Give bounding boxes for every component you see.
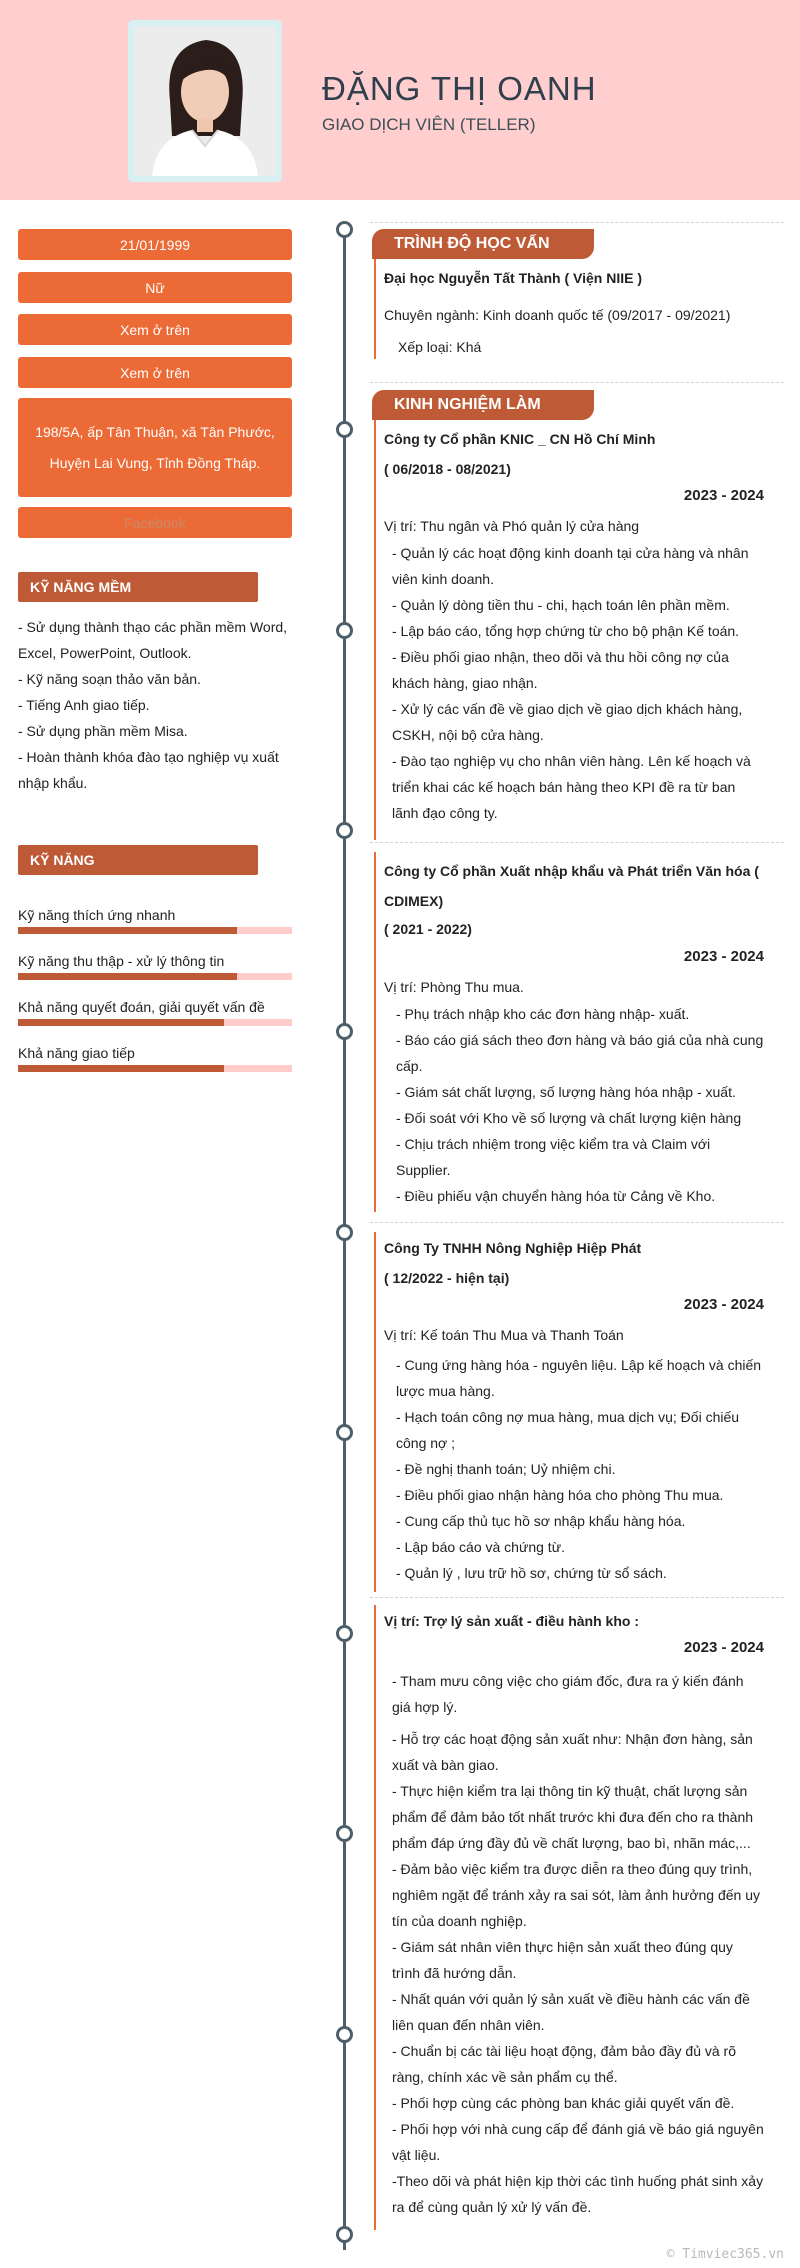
list-item: - Điều phiếu vận chuyển hàng hóa từ Cảng về Kho. — [396, 1188, 716, 1204]
job-tasks — [396, 1001, 764, 1209]
list-item: -Theo dõi và phát hiện kịp thời các tình huống phát sinh xảy ra để cùng quản lý xử lý vấn đề. — [392, 2173, 764, 2215]
candidate-title: GIAO DỊCH VIÊN (TELLER) — [322, 115, 536, 134]
timeline-dot — [336, 1224, 353, 1241]
list-item: - Cung cấp thủ tục hồ sơ nhập khẩu hàng hóa. — [396, 1513, 686, 1529]
list-item: - Chuẩn bị các tài liệu hoạt động, đảm bảo đầy đủ và rõ ràng, chính xác về sản phẩm cụ thể. — [392, 2043, 736, 2085]
list-item: - Giám sát nhân viên thực hiện sản xuất theo đúng quy trình đã hướng dẫn. — [392, 1939, 733, 1981]
list-item: - Sử dụng phần mềm Misa. — [18, 723, 188, 739]
section-divider — [370, 1597, 784, 1598]
job-year: 2023 - 2024 — [683, 487, 764, 504]
person-silhouette-icon — [134, 26, 276, 176]
education-major: Chuyên ngành: Kinh doanh quốc tế (09/2017 - 09/2021) — [384, 307, 731, 323]
timeline-dot — [336, 2226, 353, 2243]
section-divider — [370, 382, 784, 383]
timeline-dot — [336, 221, 353, 238]
list-item: - Tham mưu công việc cho giám đốc, đưa ra ý kiến đánh giá hợp lý. — [392, 1673, 744, 1715]
list-item: - Quản lý , lưu trữ hồ sơ, chứng từ sổ sách. — [396, 1565, 667, 1581]
list-item: - Đề nghị thanh toán; Uỷ nhiệm chi. — [396, 1461, 616, 1477]
address-field: 198/5A, ấp Tân Thuận, xã Tân Phước, Huyện Lai Vung, Tỉnh Đồng Tháp. — [18, 398, 292, 497]
list-item: - Đối soát với Kho về số lượng và chất lượng kiện hàng — [396, 1110, 742, 1126]
job-tasks — [396, 1352, 764, 1586]
education-school: Đại học Nguyễn Tất Thành ( Viện NIIE ) — [384, 270, 642, 286]
section-accent-bar — [374, 1605, 376, 2230]
profile-photo-frame — [128, 20, 282, 182]
section-accent-bar — [374, 852, 376, 1212]
job-year: 2023 - 2024 — [683, 948, 764, 965]
facebook-label: Facebook — [124, 514, 186, 531]
job-year: 2023 - 2024 — [683, 1296, 764, 1313]
birthdate-field: 21/01/1999 — [18, 229, 292, 260]
list-item: - Phối hợp cùng các phòng ban khác giải quyết vấn đề. — [392, 2095, 735, 2111]
candidate-name: ĐẶNG THỊ OANH — [322, 70, 597, 107]
skill-name: Khả năng giao tiếp — [18, 1045, 135, 1061]
phone-field: Xem ở trên — [18, 314, 292, 345]
job-tasks — [392, 540, 764, 826]
list-item: - Báo cáo giá sách theo đơn hàng và báo giá của nhà cung cấp. — [396, 1032, 764, 1074]
job-period: ( 2021 - 2022) — [384, 921, 472, 937]
timeline-dot — [336, 1625, 353, 1642]
skill-bar — [18, 927, 292, 934]
list-item: - Hỗ trợ các hoạt động sản xuất như: Nhận đơn hàng, sản xuất và bàn giao. — [392, 1731, 753, 1773]
email-field: Xem ở trên — [18, 357, 292, 388]
section-divider — [370, 1222, 784, 1223]
list-item: - Xử lý các vấn đề về giao dịch về giao dịch khách hàng, CSKH, nội bộ cửa hàng. — [392, 701, 743, 743]
skill-bar — [18, 1019, 292, 1026]
timeline-dot — [336, 421, 353, 438]
list-item: - Tiếng Anh giao tiếp. — [18, 697, 150, 713]
job-company: Công ty Cổ phần Xuất nhập khẩu và Phát triển Văn hóa ( CDIMEX) — [384, 863, 759, 909]
list-item: - Quản lý dòng tiền thu - chi, hạch toán lên phần mềm. — [392, 597, 730, 613]
soft-skills-heading: KỸ NĂNG MỀM — [18, 572, 258, 602]
list-item: - Sử dụng thành thạo các phần mềm Word, Excel, PowerPoint, Outlook. — [18, 619, 288, 661]
section-divider — [370, 842, 784, 843]
timeline-dot — [336, 1023, 353, 1040]
list-item: - Cung ứng hàng hóa - nguyên liệu. Lập kế hoạch và chiến lược mua hàng. — [396, 1357, 762, 1399]
list-item: - Giám sát chất lượng, số lượng hàng hóa nhập - xuất. — [396, 1084, 736, 1100]
job-position: Vị trí: Thu ngân và Phó quản lý cửa hàng — [384, 518, 640, 534]
timeline-dot — [336, 1825, 353, 1842]
skill-name: Kỹ năng thu thập - xử lý thông tin — [18, 953, 225, 969]
skill-bar — [18, 973, 292, 980]
list-item: - Nhất quán với quản lý sản xuất về điều hành các vấn đề liên quan đến nhân viên. — [392, 1991, 750, 2033]
education-heading: TRÌNH ĐỘ HỌC VẤN — [372, 229, 594, 259]
list-item: - Phối hợp với nhà cung cấp để đánh giá về báo giá nguyên vật liệu. — [392, 2121, 764, 2163]
timeline-dot — [336, 1424, 353, 1441]
job-company: Công Ty TNHH Nông Nghiệp Hiệp Phát — [384, 1240, 642, 1256]
gender-field: Nữ — [18, 272, 292, 303]
job-year: 2023 - 2024 — [683, 1639, 764, 1656]
section-divider — [370, 222, 784, 223]
section-accent-bar — [374, 1232, 376, 1592]
skill-bar-fill — [18, 1019, 224, 1026]
job-company: Công ty Cổ phần KNIC _ CN Hồ Chí Minh — [384, 431, 656, 447]
list-item: - Đảm bảo việc kiểm tra được diễn ra theo đúng quy trình, nghiêm ngặt để tránh xảy ra sai sót, làm ảnh hưởng đến uy tín của doanh nghiệp. — [392, 1861, 760, 1929]
footer-watermark: © Timviec365.vn — [666, 2247, 784, 2262]
facebook-link[interactable] — [18, 507, 292, 538]
timeline-dot — [336, 822, 353, 839]
skill-name: Kỹ năng thích ứng nhanh — [18, 907, 176, 923]
skill-name: Khả năng quyết đoán, giải quyết vấn đề — [18, 999, 265, 1015]
list-item: - Hạch toán công nợ mua hàng, mua dịch vụ; Đối chiếu công nợ ; — [396, 1409, 740, 1451]
skill-bar-fill — [18, 973, 237, 980]
experience-heading: KINH NGHIỆM LÀM — [372, 390, 594, 420]
skills-heading: KỸ NĂNG — [18, 845, 258, 875]
list-item: - Kỹ năng soạn thảo văn bản. — [18, 671, 201, 687]
list-item: - Lập báo cáo, tổng hợp chứng từ cho bộ phận Kế toán. — [392, 623, 740, 639]
skill-bar — [18, 1065, 292, 1072]
section-accent-bar — [374, 420, 376, 840]
list-item: - Lập báo cáo và chứng từ. — [396, 1539, 565, 1555]
header-banner — [0, 0, 800, 200]
list-item: - Chịu trách nhiệm trong việc kiểm tra và Claim với Supplier. — [396, 1136, 711, 1178]
job-period: ( 12/2022 - hiện tại) — [384, 1270, 510, 1286]
soft-skills-list — [18, 614, 308, 796]
education-grade: Xếp loại: Khá — [398, 339, 482, 355]
job-position: Vị trí: Phòng Thu mua. — [384, 979, 524, 995]
timeline-dot — [336, 2026, 353, 2043]
list-item: - Điều phối giao nhận, theo dõi và thu hồi công nợ của khách hàng, giao nhận. — [392, 649, 729, 691]
skill-bar-fill — [18, 1065, 224, 1072]
profile-photo — [134, 26, 276, 176]
job-period: ( 06/2018 - 08/2021) — [384, 461, 511, 477]
skill-bar-fill — [18, 927, 237, 934]
list-item: - Phụ trách nhập kho các đơn hàng nhập- xuất. — [396, 1006, 690, 1022]
list-item: - Đào tạo nghiệp vụ cho nhân viên hàng. Lên kế hoạch và triển khai các kế hoạch bán hàng theo KPI đề ra từ ban lãnh đạo công ty. — [392, 753, 751, 821]
section-accent-bar — [374, 259, 376, 359]
job-position: Vị trí: Kế toán Thu Mua và Thanh Toán — [384, 1327, 624, 1343]
list-item: - Điều phối giao nhận hàng hóa cho phòng Thu mua. — [396, 1487, 724, 1503]
timeline-dot — [336, 622, 353, 639]
list-item: - Thực hiện kiểm tra lại thông tin kỹ thuật, chất lượng sản phẩm để đảm bảo tốt nhất trước khi đưa đến cho ra thành phẩm đáp ứng đầy đủ về chất lượng, bao bì, nhãn mác,... — [392, 1783, 754, 1851]
list-item: - Quản lý các hoạt động kinh doanh tại cửa hàng và nhân viên kinh doanh. — [392, 545, 749, 587]
job-tasks — [392, 1668, 764, 2220]
list-item: - Hoàn thành khóa đào tạo nghiệp vụ xuất nhập khẩu. — [18, 749, 279, 791]
job-company: Vị trí: Trợ lý sản xuất - điều hành kho : — [384, 1613, 639, 1629]
